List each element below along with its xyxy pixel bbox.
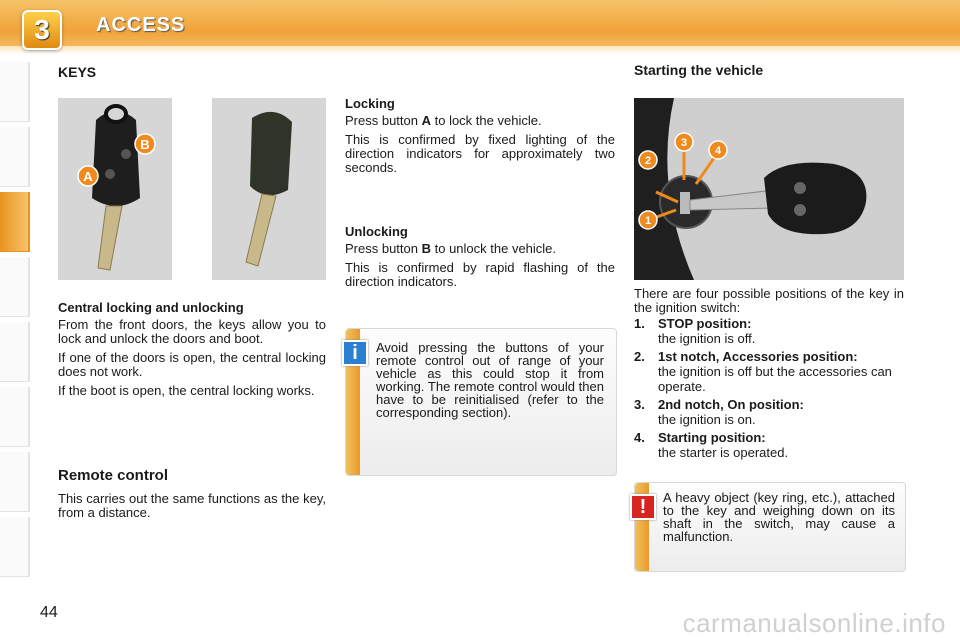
chapter-tab-4[interactable] [0, 257, 30, 317]
keys-heading: KEYS [58, 64, 97, 80]
header-shadow [0, 46, 960, 54]
warning-note [634, 482, 906, 572]
info-note [345, 328, 617, 476]
locking-text [345, 114, 615, 180]
ignition-positions-list [634, 316, 906, 463]
remote-control-text: This carries out the same functions as the key, from a distance. [58, 491, 326, 520]
label-a: A [83, 169, 93, 184]
remote-key-photo [58, 98, 172, 280]
position-4-desc: the starter is operated. [658, 445, 789, 460]
unlocking-line-2: This is confirmed by rapid flashing of the direction indicators. [345, 260, 615, 289]
ignition-photo [634, 98, 904, 280]
starting-heading: Starting the vehicle [634, 62, 764, 78]
remote-key-illustration [58, 98, 172, 280]
central-locking-text [58, 318, 326, 403]
position-4: 4. Starting position: [634, 430, 766, 445]
chapter-tab-3-active[interactable] [0, 192, 30, 252]
unlocking-heading: Unlocking [345, 224, 408, 239]
unlocking-text [345, 242, 615, 294]
ignition-illustration [634, 98, 904, 280]
locking-line-2: This is confirmed by fixed lighting of the direction indicators for approximately two seconds. [345, 132, 615, 175]
position-1: 1. STOP position: [634, 316, 752, 331]
position-2: 2. 1st notch, Accessories position: [634, 349, 858, 364]
page-number: 44 [40, 604, 58, 621]
position-3: 3. 2nd notch, On position: [634, 397, 804, 412]
locking-button-letter: A [421, 113, 431, 128]
central-paragraph-1: From the front doors, the keys allow you to lock and unlock the doors and boot. [58, 317, 326, 346]
position-2-desc: the ignition is off but the accessories can operate. [658, 364, 892, 394]
position-1-desc: the ignition is off. [658, 331, 756, 346]
info-note-text: Avoid pressing the buttons of your remote control out of range of your vehicle as this could stop it from working. The remote control would then have to be reinitialised (refer to the corresponding section). [376, 340, 604, 420]
plain-key-illustration [212, 98, 326, 280]
chapter-tab-2[interactable] [0, 127, 30, 187]
unlocking-button-letter: B [421, 241, 431, 256]
chapter-tab-6[interactable] [0, 387, 30, 447]
unlocking-line-1: Press button B to unlock the vehicle. [345, 241, 557, 256]
label-1: 1 [644, 215, 652, 227]
warning-note-text: A heavy object (key ring, etc.), attached to the key and weighing down on its shaft in the switch, may cause a malfunction. [663, 490, 895, 544]
watermark: carmanualsonline.info [682, 608, 946, 638]
plain-key-photo [212, 98, 326, 280]
locking-line-1: Press button A to lock the vehicle. [345, 113, 542, 128]
position-3-desc: the ignition is on. [658, 412, 756, 427]
label-b: B [140, 137, 150, 152]
warning-icon: ! [630, 494, 656, 520]
label-4: 4 [714, 145, 722, 157]
starting-intro: There are four possible positions of the key in the ignition switch: [634, 286, 904, 315]
central-paragraph-3: If the boot is open, the central locking works. [58, 383, 315, 398]
locking-heading: Locking [345, 96, 395, 111]
chapter-tab-7[interactable] [0, 452, 30, 512]
chapter-tabs [0, 62, 34, 582]
chapter-tab-5[interactable] [0, 322, 30, 382]
label-2: 2 [644, 155, 652, 167]
central-locking-heading: Central locking and unlocking [58, 300, 244, 315]
chapter-number-badge: 3 [22, 10, 62, 50]
central-paragraph-2: If one of the doors is open, the central locking does not work. [58, 350, 326, 379]
label-3: 3 [680, 137, 688, 149]
chapter-tab-1[interactable] [0, 62, 30, 122]
page-title: ACCESS [96, 14, 186, 36]
chapter-tab-8[interactable] [0, 517, 30, 577]
info-icon: i [342, 340, 368, 366]
remote-control-heading: Remote control [58, 467, 169, 484]
